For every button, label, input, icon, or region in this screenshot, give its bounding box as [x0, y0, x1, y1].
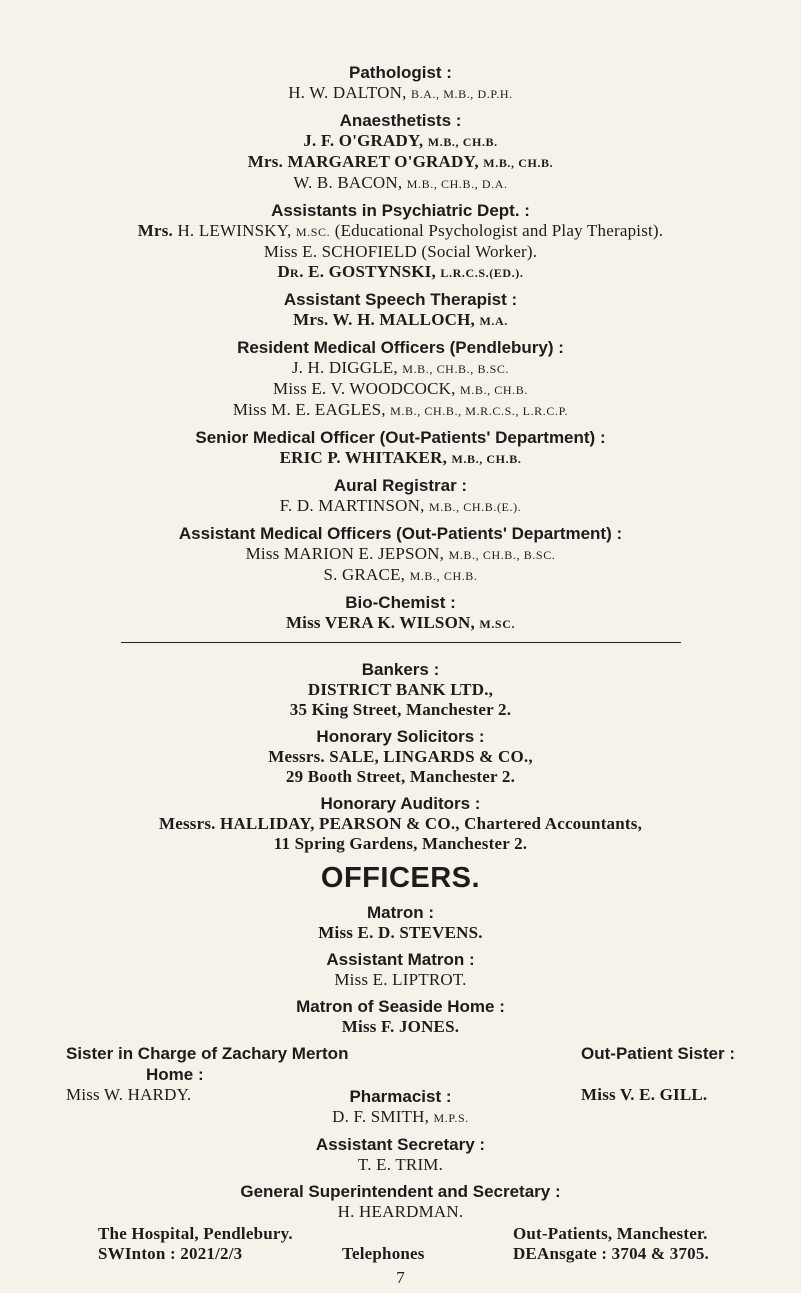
outpatients-phone: DEAnsgate : 3704 & 3705.: [512, 1244, 709, 1263]
staff-name: Miss M. E. EAGLES, M.B., CH.B., M.R.C.S., L.R.C.P.: [232, 400, 569, 419]
officer-name: Miss E. LIPTROT.: [334, 970, 467, 989]
staff-name: H. W. DALTON, B.A., M.B., D.P.H.: [288, 83, 513, 102]
pathologist-section: [0, 62, 801, 104]
resident-section: [0, 337, 801, 421]
assistant-matron-section: [0, 949, 801, 990]
staff-name: W. B. BACON, M.B., CH.B., D.A.: [293, 173, 508, 192]
section-heading: Senior Medical Officer (Out-Patients' Department) :: [195, 428, 606, 447]
section-heading: Bio-Chemist :: [345, 593, 456, 612]
anaesthetists-section: [0, 110, 801, 194]
speech-section: [0, 289, 801, 331]
officer-name: D. F. SMITH, M.P.S.: [332, 1107, 469, 1126]
section-heading: Honorary Auditors :: [320, 794, 481, 813]
staff-name: Miss VERA K. WILSON, M.SC.: [285, 613, 516, 632]
staff-name: Mrs. H. LEWINSKY, M.SC. (Educational Psychologist and Play Therapist).: [137, 221, 664, 240]
officers-title: OFFICERS.: [320, 862, 481, 894]
solicitors-section: [0, 726, 801, 787]
psychiatric-section: [0, 200, 801, 283]
staff-name: S. GRACE, M.B., CH.B.: [323, 565, 478, 584]
officer-name: Miss W. HARDY.: [66, 1085, 192, 1104]
section-heading: Bankers :: [361, 660, 440, 679]
hospital-phone: SWInton : 2021/2/3: [98, 1244, 243, 1263]
section-heading-cont: Home :: [146, 1065, 204, 1084]
officer-name: T. E. TRIM.: [357, 1155, 444, 1174]
footer-left: [98, 1224, 293, 1264]
telephones-label: Telephones: [342, 1244, 425, 1263]
superintendent-section: [0, 1181, 801, 1222]
sisters-row: [0, 1043, 801, 1107]
staff-name: Miss E. V. WOODCOCK, M.B., CH.B.: [273, 379, 528, 398]
section-heading: Sister in Charge of Zachary Merton: [66, 1044, 349, 1063]
auditors-section: [0, 793, 801, 854]
staff-name: DR. E. GOSTYNSKI, L.R.C.S.(ED.).: [277, 262, 524, 281]
section-heading: Assistants in Psychiatric Dept. :: [271, 201, 530, 220]
section-heading: Assistant Matron :: [326, 950, 475, 969]
section-heading: Assistant Secretary :: [315, 1135, 486, 1154]
staff-name: Miss E. SCHOFIELD (Social Worker).: [263, 242, 538, 261]
section-heading: Resident Medical Officers (Pendlebury) :: [237, 338, 564, 357]
section-heading: Aural Registrar :: [333, 476, 468, 495]
staff-name: ERIC P. WHITAKER, M.B., CH.B.: [279, 448, 522, 467]
divider: [121, 642, 681, 643]
staff-name: Mrs. MARGARET O'GRADY, M.B., CH.B.: [247, 152, 554, 171]
hospital-location: The Hospital, Pendlebury.: [98, 1224, 293, 1243]
section-heading: Out-Patient Sister :: [581, 1044, 735, 1063]
section-heading: Pathologist :: [349, 63, 452, 82]
section-heading: Honorary Solicitors :: [316, 727, 485, 746]
outpatients-location: Out-Patients, Manchester.: [512, 1224, 708, 1243]
section-heading: Pharmacist :: [349, 1087, 452, 1106]
staff-name: J. H. DIGGLE, M.B., CH.B., B.SC.: [291, 358, 510, 377]
footer-right: [513, 1224, 709, 1264]
officer-name: Miss F. JONES.: [341, 1017, 460, 1036]
officer-name: Miss E. D. STEVENS.: [318, 923, 483, 942]
staff-name: J. F. O'GRADY, M.B., CH.B.: [303, 131, 498, 150]
document-page: [0, 62, 801, 1288]
page-number: 7: [396, 1268, 405, 1287]
bank-address: 35 King Street, Manchester 2.: [289, 700, 512, 719]
section-heading: Assistant Medical Officers (Out-Patients' Department) :: [178, 524, 623, 543]
staff-name: Miss MARION E. JEPSON, M.B., CH.B., B.SC.: [245, 544, 556, 563]
solicitor-name: Messrs. SALE, LINGARDS & CO.,: [268, 747, 533, 766]
matron-section: [0, 902, 801, 943]
sister-zachary-merton: [66, 1043, 348, 1105]
telephones-footer: [0, 1224, 801, 1268]
solicitor-address: 29 Booth Street, Manchester 2.: [285, 767, 516, 786]
auditor-name: Messrs. HALLIDAY, PEARSON & CO., Chartered Accountants,: [158, 814, 643, 833]
bankers-section: [0, 659, 801, 720]
officer-name: Miss V. E. GILL.: [581, 1085, 708, 1104]
officer-name: H. HEARDMAN.: [337, 1202, 464, 1221]
staff-name: Mrs. W. H. MALLOCH, M.A.: [293, 310, 508, 329]
section-heading: General Superintendent and Secretary :: [240, 1182, 561, 1201]
aural-section: [0, 475, 801, 517]
assistant-mo-section: [0, 523, 801, 586]
out-patient-sister: [581, 1043, 735, 1105]
section-heading: Assistant Speech Therapist :: [283, 290, 518, 309]
bank-name: DISTRICT BANK LTD.,: [307, 680, 494, 699]
seaside-matron-section: [0, 996, 801, 1037]
senior-mo-section: [0, 427, 801, 469]
auditor-address: 11 Spring Gardens, Manchester 2.: [273, 834, 528, 853]
section-heading: Anaesthetists :: [339, 111, 462, 130]
section-heading: Matron :: [366, 903, 435, 922]
staff-name: F. D. MARTINSON, M.B., CH.B.(E.).: [279, 496, 522, 515]
assistant-secretary-section: [0, 1134, 801, 1175]
biochemist-section: [0, 592, 801, 634]
section-heading: Matron of Seaside Home :: [296, 997, 505, 1016]
